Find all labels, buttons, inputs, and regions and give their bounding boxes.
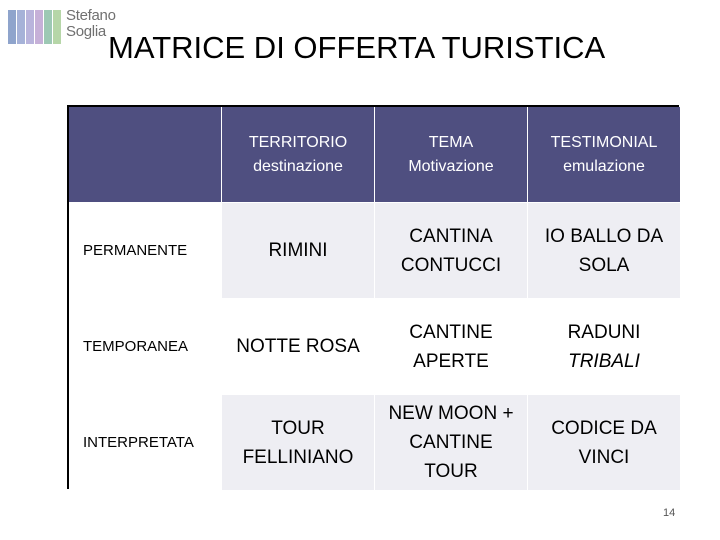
column-header-testimonial: TESTIMONIAL emulazione [528,107,681,203]
table-cell: RIMINI [222,203,375,299]
table-cell: CANTINE APERTE [375,299,528,395]
table-cell: NEW MOON + CANTINE TOUR [375,395,528,491]
page-title: MATRICE DI OFFERTA TURISTICA [108,30,606,65]
table-cell: RADUNI TRIBALI [528,299,681,395]
page-number: 14 [663,507,676,519]
table-cell: IO BALLO DA SOLA [528,203,681,299]
logo-text: Stefano Soglia [66,7,116,40]
row-header-interpretata: INTERPRETATA [69,395,222,491]
table-cell: TOUR FELLINIANO [222,395,375,491]
logo-mark-icon [8,10,64,44]
table-cell: CODICE DA VINCI [528,395,681,491]
column-header-tema: TEMA Motivazione [375,107,528,203]
table-cell: NOTTE ROSA [222,299,375,395]
row-header-temporanea: TEMPORANEA [69,299,222,395]
row-header-permanente: PERMANENTE [69,203,222,299]
table-cell: CANTINA CONTUCCI [375,203,528,299]
table-corner-cell [69,107,222,203]
column-header-territorio: TERRITORIO destinazione [222,107,375,203]
offer-matrix-table [67,105,679,489]
